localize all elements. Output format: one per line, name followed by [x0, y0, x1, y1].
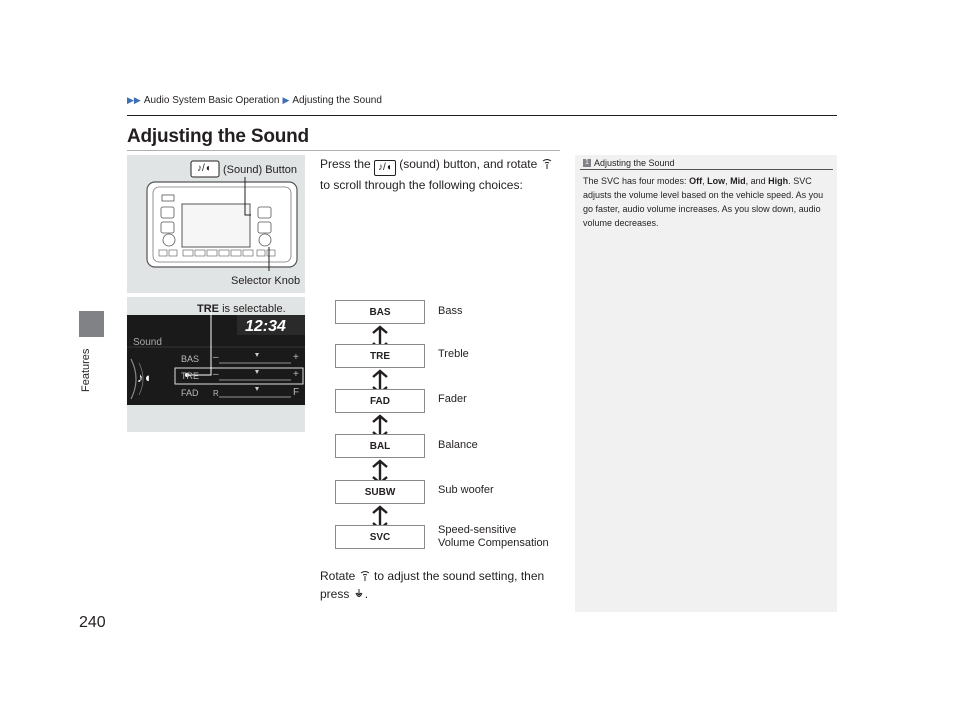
choice-desc-svc-line2: Volume Compensation: [438, 537, 549, 549]
screen-row-label: BAS: [181, 354, 200, 364]
selector-knob-icon: [359, 570, 371, 582]
intro-text: Press the: [320, 157, 371, 171]
choice-desc-bas: Bass: [438, 305, 463, 317]
sound-button-glyph: ♪/◖: [197, 163, 211, 174]
screen-row-right: F: [293, 387, 300, 398]
note-number-badge: 1: [583, 159, 591, 167]
choice-chip-bal: BAL: [335, 434, 425, 458]
sound-screen-figure: [127, 297, 305, 432]
choice-desc-bal: Balance: [438, 439, 478, 451]
choice-chip-bas: BAS: [335, 300, 425, 324]
outro-text: to adjust the sound setting, then press: [320, 569, 545, 601]
sound-button-callout: (Sound) Button: [223, 164, 297, 176]
breadcrumb-current: Adjusting the Sound: [292, 95, 382, 106]
choice-desc-tre: Treble: [438, 348, 469, 360]
note-mode: High: [768, 176, 789, 186]
screen-row-right: +: [293, 369, 299, 380]
note-mode: Off: [689, 176, 703, 186]
screen-row-label: FAD: [181, 388, 199, 398]
note-speaker-icon: ♪◖: [137, 370, 152, 385]
outro-text: Rotate: [320, 569, 356, 583]
header-rule: [127, 115, 837, 116]
intro-text: to scroll through the following choices:: [320, 178, 523, 192]
screen-row-left: –: [213, 352, 219, 363]
breadcrumb-parent[interactable]: Audio System Basic Operation: [143, 95, 280, 106]
section-tab-marker: [79, 311, 104, 337]
selector-knob-callout: Selector Knob: [231, 275, 301, 287]
choice-desc-svc-line1: Speed-sensitive: [438, 524, 517, 536]
note-mode: Mid: [730, 176, 746, 186]
choice-chip-svc: SVC: [335, 525, 425, 549]
choice-chip-subw: SUBW: [335, 480, 425, 504]
breadcrumb-arrow-icon: ▶: [282, 95, 290, 105]
tre-selectable-callout: [197, 303, 286, 315]
note-heading: [583, 158, 675, 168]
outro-text: .: [364, 587, 369, 601]
note-body: The SVC has four modes: Off, Low, Mid, and High. SVC adjusts the volume level based on the vehicle speed. As you go faster, audio volume increases. As you slow down, audio volume decreases.: [583, 176, 824, 228]
note-text: The SVC has four modes:: [583, 176, 687, 186]
choice-desc-svc: [438, 524, 549, 550]
page-title: Adjusting the Sound: [127, 126, 309, 147]
choice-desc-fad: Fader: [438, 393, 467, 405]
outro-paragraph: [320, 567, 565, 603]
screen-row-left: R: [213, 389, 219, 398]
intro-paragraph: [320, 155, 560, 194]
screen-row-label: TRE: [181, 371, 199, 381]
intro-text: (sound) button, and rotate: [399, 157, 538, 171]
choice-chip-fad: FAD: [335, 389, 425, 413]
screen-heading: Sound: [133, 337, 162, 348]
title-rule: [127, 150, 560, 151]
audio-unit-figure: [127, 155, 305, 293]
section-tab-label: Features: [80, 348, 92, 392]
note-title[interactable]: Adjusting the Sound: [594, 158, 675, 168]
breadcrumb: [127, 95, 382, 106]
breadcrumb-arrow-icon: ▶▶: [127, 95, 141, 105]
note-mode: Low: [707, 176, 726, 186]
screen-row-right: +: [293, 352, 299, 363]
note-text: and: [750, 176, 766, 186]
note-rule: [580, 169, 833, 170]
knob-press-icon: [353, 588, 365, 600]
screen-clock: 12:34: [245, 318, 286, 335]
page-number: 240: [79, 614, 106, 631]
screen-row-left: –: [213, 369, 219, 380]
tre-bold-label: TRE: [197, 303, 219, 315]
choice-chip-tre: TRE: [335, 344, 425, 368]
selectable-text: is selectable.: [222, 303, 286, 315]
note-text: SVC adjusts the volume level based on the vehicle speed. As you go faster, audio volume increases. As you slow down, audio volume decreases.: [583, 176, 824, 228]
selector-knob-icon: [541, 158, 553, 170]
sound-button-icon: ♪/◖: [374, 160, 396, 176]
choice-desc-subw: Sub woofer: [438, 484, 494, 496]
